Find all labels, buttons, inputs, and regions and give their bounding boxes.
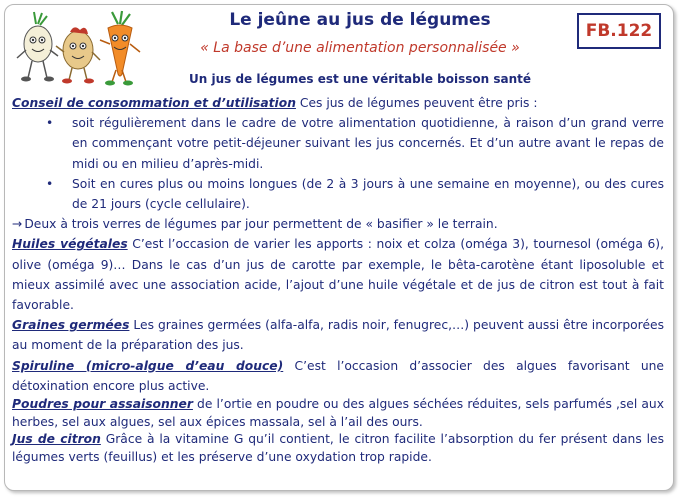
section-citron	[12, 431, 664, 466]
page-subtitle: « La base d’une alimentation personnalisée »	[200, 40, 520, 56]
arrow-note	[12, 214, 664, 234]
intro-heading: Un jus de légumes est une véritable boisson santé	[189, 72, 531, 86]
section-heading-spiruline: Spiruline (micro-algue d’eau douce)	[12, 358, 284, 373]
section-heading-citron: Jus de citron	[12, 432, 101, 447]
section-text-poudres: de l’ortie en poudre ou des algues séchées réduites, sels parfumés ,sel aux herbes, sel aux algues, sel aux épices massala, sel à l’ail des ours.	[12, 397, 665, 429]
document-body	[12, 93, 664, 466]
section-heading-poudres: Poudres pour assaisonner	[12, 397, 193, 412]
section-graines	[12, 315, 664, 355]
section-text-citron: Grâce à la vitamine G qu’il contient, le citron facilite l’absorption du fer présent dans les légumes verts (feuillus) et les préserve d’une oxydation trop rapide.	[12, 432, 664, 464]
arrow-note-text: Deux à trois verres de légumes par jour permettent de « basifier » le terrain.	[24, 217, 498, 232]
carrot-mascot-icon	[100, 11, 140, 86]
section-conseil	[12, 93, 664, 113]
section-text-graines: Les graines germées (alfa-alfa, radis noir, fenugrec,…) peuvent aussi être incorporées au moment de la préparation des jus.	[12, 318, 664, 353]
section-heading-conseil: Conseil de consommation et d’utilisation	[12, 96, 296, 110]
section-text-conseil: Ces jus de légumes peuvent être pris :	[295, 96, 538, 110]
section-text-spiruline: C’est l’occasion d’associer des algues favorisant une détoxination encore plus active.	[12, 358, 664, 393]
potato-mascot-icon	[56, 27, 100, 83]
section-heading-graines: Graines germées	[12, 318, 130, 333]
section-text-huiles: C’est l’occasion de varier les apports : noix et colza (oméga 3), tournesol (oméga 6), olive (oméga 9)… Dans le cas d’un jus de carotte par exemple, le bêta-carotène étant liposoluble et mieux assimilé avec une association acide, l’ajout d’une huile végétale et de jus de citron est tout à fait favorable.	[12, 237, 664, 313]
page-title: Le jeûne au jus de légumes	[229, 10, 491, 30]
list-item: • Soit en cures plus ou moins longues (de 2 à 3 jours à une semaine en moyenne), ou des cures de 21 jours (cycle cellulaire).	[72, 174, 664, 214]
section-heading-huiles: Huiles végétales	[12, 237, 128, 252]
section-huiles	[12, 234, 664, 315]
onion-mascot-icon	[17, 12, 58, 82]
list-item: • soit régulièrement dans le cadre de votre alimentation quotidienne, à raison d’un grand verre en commençant votre petit-déjeuner suivant les jus concernés. Et d’un autre avant le repas de midi ou en milieu d’après-midi.	[72, 113, 664, 174]
section-spiruline	[12, 356, 664, 396]
document-code-badge: FB.122	[577, 13, 661, 49]
vegetable-mascots-illustration	[14, 10, 144, 88]
arrow-right-icon: →	[12, 217, 23, 232]
conseil-bullet-list	[12, 113, 664, 214]
section-poudres	[12, 396, 664, 431]
